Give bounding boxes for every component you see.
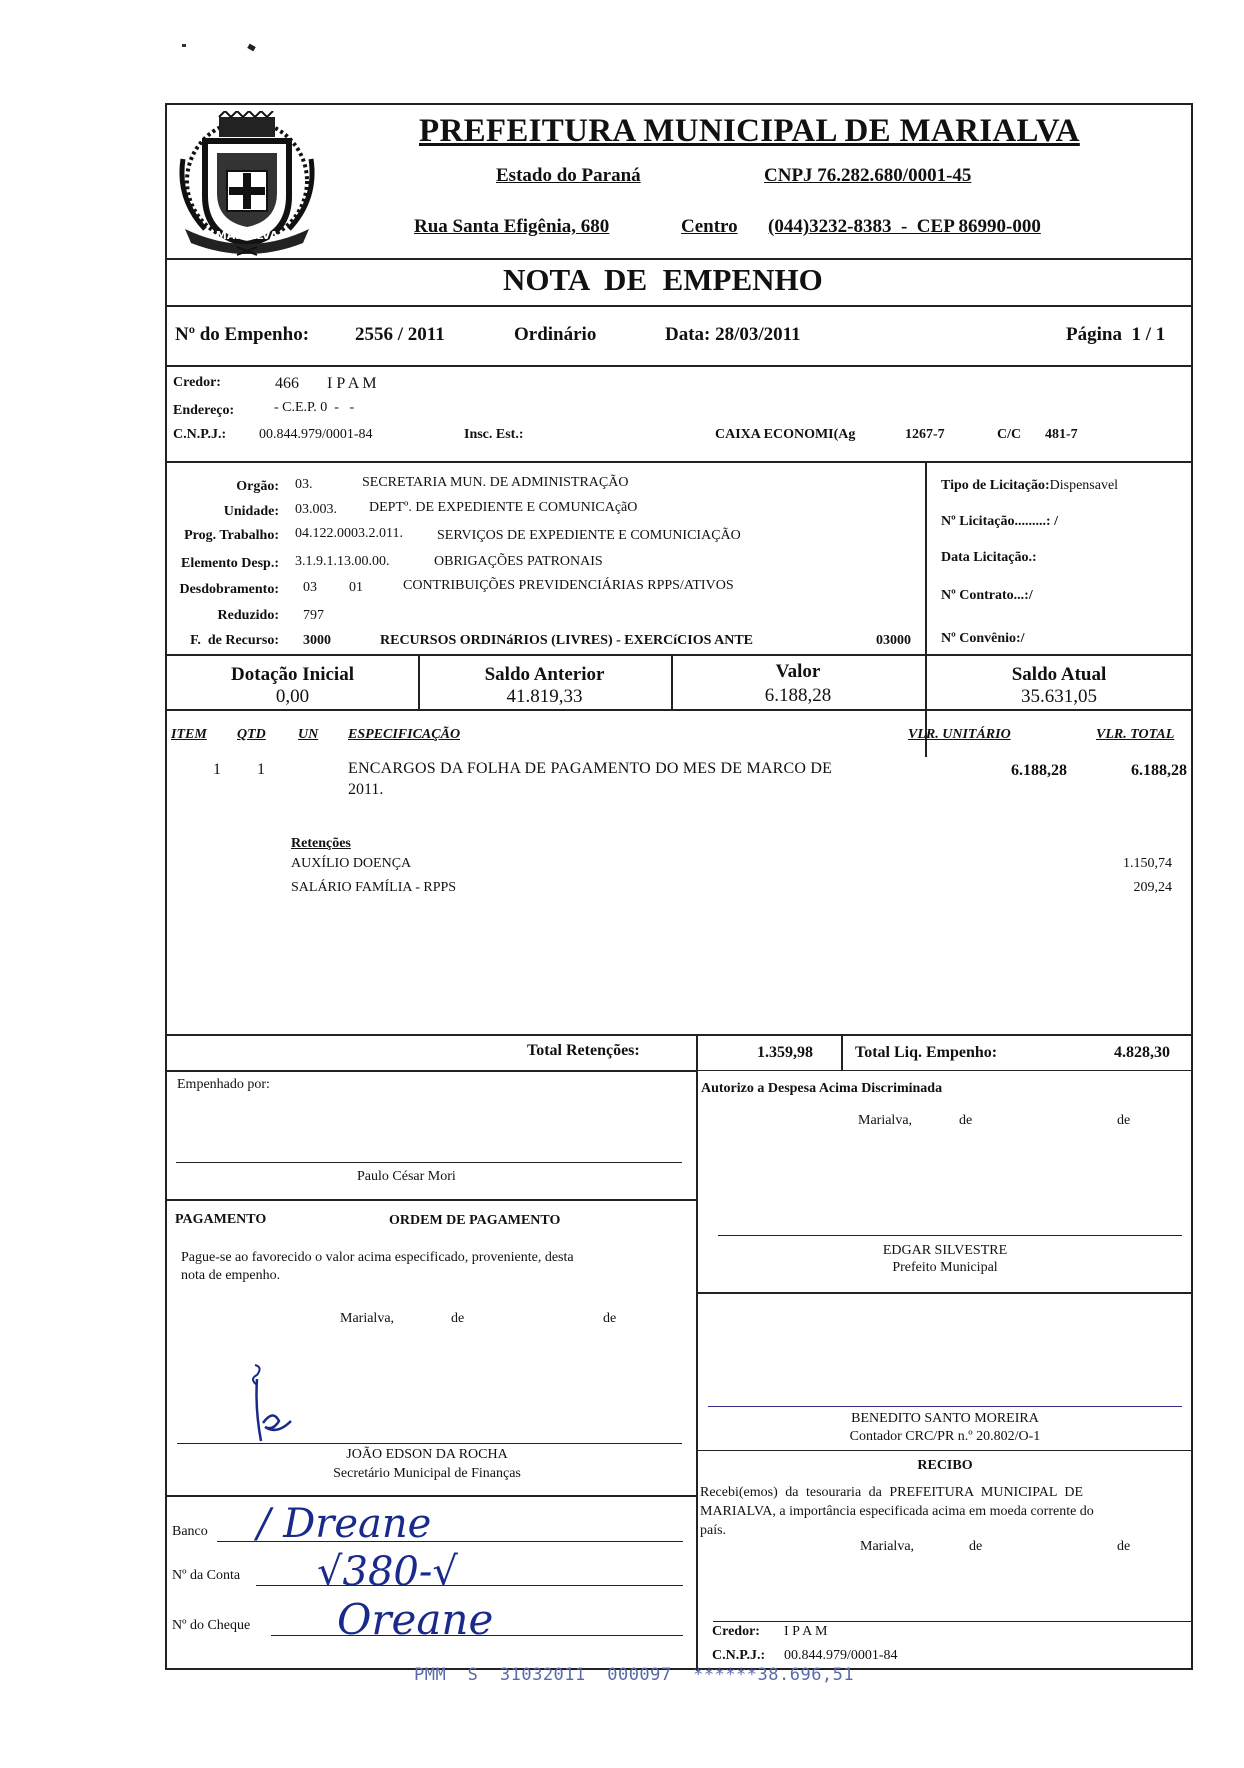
elemento-desp-label: Elemento Desp.:: [181, 556, 279, 571]
municipality-title: PREFEITURA MUNICIPAL DE MARIALVA: [419, 113, 1080, 149]
scan-mark: [182, 44, 186, 47]
item-number: 1: [213, 761, 221, 778]
nota-empenho-form: [165, 103, 1193, 1670]
item-unit-value: 6.188,28: [1011, 762, 1067, 779]
desdobramento-name: CONTRIBUIÇÕES PREVIDENCIÁRIAS RPPS/ATIVOS: [403, 578, 734, 593]
credor-label: Credor:: [173, 375, 221, 390]
contador-name: BENEDITO SANTO MOREIRA: [851, 1411, 1039, 1426]
banco-handwritten: / Dreane: [257, 1501, 432, 1547]
footer-credor-label: Credor:: [712, 1624, 760, 1639]
elemento-desp-code: 3.1.9.1.13.00.00.: [295, 554, 390, 569]
total-liquido-value: 4.828,30: [1114, 1044, 1170, 1061]
footer-credor-name: I P A M: [784, 1624, 828, 1639]
scan-mark: [247, 44, 256, 52]
total-liquido-label: Total Liq. Empenho:: [855, 1044, 998, 1061]
dotacao-inicial-value: 0,00: [275, 686, 310, 707]
tipo-licitacao-label: Tipo de Licitação:: [941, 478, 1050, 493]
col-especificacao: ESPECIFICAÇÃO: [348, 727, 461, 742]
recibo-text-1: Recebi(emos) da tesouraria da PREFEITURA MUNICIPAL DE: [700, 1485, 1084, 1500]
empenho-date: Data: 28/03/2011: [665, 324, 801, 345]
recurso-name: RECURSOS ORDINáRIOS (LIVRES) - EXERCíCIOS ANTE: [380, 633, 754, 648]
col-vlr-total: VLR. TOTAL: [1096, 727, 1175, 742]
cheque-handwritten: Oreane: [337, 1595, 494, 1644]
prefeito-role: Prefeito Municipal: [892, 1260, 998, 1275]
retencao-auxilio-doenca: AUXÍLIO DOENÇA: [291, 856, 412, 871]
saldo-anterior-label: Saldo Anterior: [484, 664, 605, 685]
autorizo-de-2: de: [1117, 1113, 1131, 1128]
prog-trabalho-code: 04.122.0003.2.011.: [295, 526, 403, 541]
saldo-anterior-value: 41.819,33: [506, 686, 583, 707]
header-street: Rua Santa Efigênia, 680: [414, 216, 610, 237]
recibo-text-2: MARIALVA, a importância especificada acima em moeda corrente do: [700, 1504, 1094, 1519]
col-vlr-unitario: VLR. UNITÁRIO: [908, 727, 1011, 742]
autorizo-de-1: de: [959, 1113, 973, 1128]
pagamento-city: Marialva,: [340, 1311, 395, 1326]
col-qtd: QTD: [237, 727, 266, 742]
desdobramento-a: 03: [303, 580, 317, 595]
prefeito-name: EDGAR SILVESTRE: [882, 1243, 1008, 1258]
secretario-role: Secretário Municipal de Finanças: [333, 1466, 521, 1481]
header-district: Centro: [681, 216, 738, 237]
recibo-de-1: de: [969, 1539, 983, 1554]
recibo-de-2: de: [1117, 1539, 1131, 1554]
item-total-value: 6.188,28: [1131, 762, 1187, 779]
unidade-code: 03.003.: [295, 502, 337, 517]
saldo-atual-value: 35.631,05: [1021, 686, 1097, 707]
col-un: UN: [298, 727, 319, 742]
pagamento-de-1: de: [451, 1311, 465, 1326]
conta-handwritten: √380-√: [317, 1549, 458, 1595]
valor-label: Valor: [775, 661, 821, 682]
banco-label: Banco: [172, 1524, 208, 1539]
numero-contrato: Nº Contrato...:/: [941, 588, 1033, 603]
reduzido-label: Reduzido:: [217, 608, 279, 623]
cc-label: C/C: [997, 427, 1022, 442]
ordem-pagamento-title: ORDEM DE PAGAMENTO: [389, 1213, 561, 1228]
item-description: ENCARGOS DA FOLHA DE PAGAMENTO DO MES DE MARCO DE: [348, 760, 833, 777]
authentication-stamp: PMM S 31032011 000097 ******38.696,51: [414, 1665, 855, 1685]
item-description-2: 2011.: [348, 781, 384, 798]
autorizo-city: Marialva,: [858, 1113, 913, 1128]
state-name: Estado do Paraná: [496, 165, 641, 186]
data-licitacao: Data Licitação.:: [941, 550, 1037, 565]
header-cnpj: CNPJ 76.282.680/0001-45: [764, 165, 972, 186]
recibo-title: RECIBO: [917, 1458, 973, 1473]
tipo-licitacao-value: Dispensavel: [1049, 478, 1119, 493]
pagamento-de-2: de: [603, 1311, 617, 1326]
page-number: Página 1 / 1: [1066, 324, 1166, 345]
reduzido-value: 797: [303, 608, 324, 623]
autorizo-title: Autorizo a Despesa Acima Discriminada: [701, 1081, 943, 1096]
recurso-label: F. de Recurso:: [190, 633, 279, 648]
secretario-signature: [243, 1363, 323, 1447]
credor-code: 466: [275, 375, 299, 392]
desdobramento-label: Desdobramento:: [179, 582, 279, 597]
pagamento-text-2: nota de empenho.: [181, 1268, 281, 1283]
retencao-salario-familia: SALÁRIO FAMÍLIA - RPPS: [291, 880, 457, 895]
total-retencoes-value: 1.359,98: [757, 1044, 813, 1061]
address-label: Endereço:: [173, 403, 235, 418]
unidade-label: Unidade:: [223, 504, 279, 519]
bank-agency: 1267-7: [905, 427, 945, 442]
header-phone-cep: (044)3232-8383 - CEP 86990-000: [768, 216, 1041, 237]
cnpj-label: C.N.P.J.:: [173, 427, 227, 442]
document-title: NOTA DE EMPENHO: [503, 262, 823, 297]
prog-trabalho-name: SERVIÇOS DE EXPEDIENTE E COMUNICIAÇÃO: [437, 528, 741, 543]
empenho-number: 2556 / 2011: [355, 324, 445, 345]
empenhado-por-name: Paulo César Mori: [357, 1169, 456, 1184]
retencoes-title: Retenções: [291, 836, 351, 851]
recurso-code: 3000: [303, 633, 331, 648]
cnpj-value: 00.844.979/0001-84: [259, 427, 373, 442]
insc-est-label: Insc. Est.:: [464, 427, 524, 442]
secretario-name: JOÃO EDSON DA ROCHA: [346, 1447, 508, 1462]
item-qtd: 1: [257, 761, 265, 778]
orgao-label: Orgão:: [236, 479, 279, 494]
bank-name: CAIXA ECONOMI(Ag: [715, 427, 856, 442]
saldo-atual-label: Saldo Atual: [1011, 664, 1107, 685]
unidade-name: DEPTº. DE EXPEDIENTE E COMUNICAçãO: [369, 500, 638, 515]
cheque-label: Nº do Cheque: [172, 1618, 251, 1633]
credor-name: I P A M: [327, 375, 377, 392]
numero-licitacao: Nº Licitação.........: /: [941, 514, 1058, 529]
orgao-name: SECRETARIA MUN. DE ADMINISTRAÇÃO: [362, 475, 629, 490]
footer-cnpj-label: C.N.P.J.:: [712, 1648, 766, 1663]
pagamento-label: PAGAMENTO: [175, 1212, 267, 1227]
coat-of-arms-logo: [175, 111, 320, 257]
address-value: - C.E.P. 0 - -: [274, 400, 355, 415]
conta-label: Nº da Conta: [172, 1568, 241, 1583]
desdobramento-b: 01: [349, 580, 363, 595]
footer-cnpj-value: 00.844.979/0001-84: [784, 1648, 898, 1663]
col-item: ITEM: [171, 727, 207, 742]
tipo-licitacao: [941, 478, 1118, 494]
empenho-type: Ordinário: [514, 324, 597, 345]
recibo-text-3: país.: [700, 1523, 727, 1538]
empenho-number-label: Nº do Empenho:: [175, 324, 310, 345]
retencao-auxilio-doenca-value: 1.150,74: [1123, 856, 1172, 871]
total-retencoes-label: Total Retenções:: [527, 1042, 640, 1059]
recurso-code-2: 03000: [876, 633, 911, 648]
empenhado-por-label: Empenhado por:: [177, 1077, 270, 1092]
svg-text:MARIALVA: MARIALVA: [215, 229, 279, 242]
orgao-code: 03.: [295, 477, 313, 492]
pagamento-text-1: Pague-se ao favorecido o valor acima especificado, proveniente, desta: [181, 1250, 574, 1265]
valor-value: 6.188,28: [764, 685, 832, 706]
elemento-desp-name: OBRIGAÇÕES PATRONAIS: [434, 554, 603, 569]
prog-trabalho-label: Prog. Trabalho:: [184, 528, 279, 543]
dotacao-inicial-label: Dotação Inicial: [231, 664, 354, 685]
recibo-city: Marialva,: [860, 1539, 915, 1554]
cc-value: 481-7: [1045, 427, 1078, 442]
contador-role: Contador CRC/PR n.º 20.802/O-1: [849, 1429, 1041, 1444]
retencao-salario-familia-value: 209,24: [1133, 880, 1172, 895]
numero-convenio: Nº Convênio:/: [941, 631, 1025, 646]
